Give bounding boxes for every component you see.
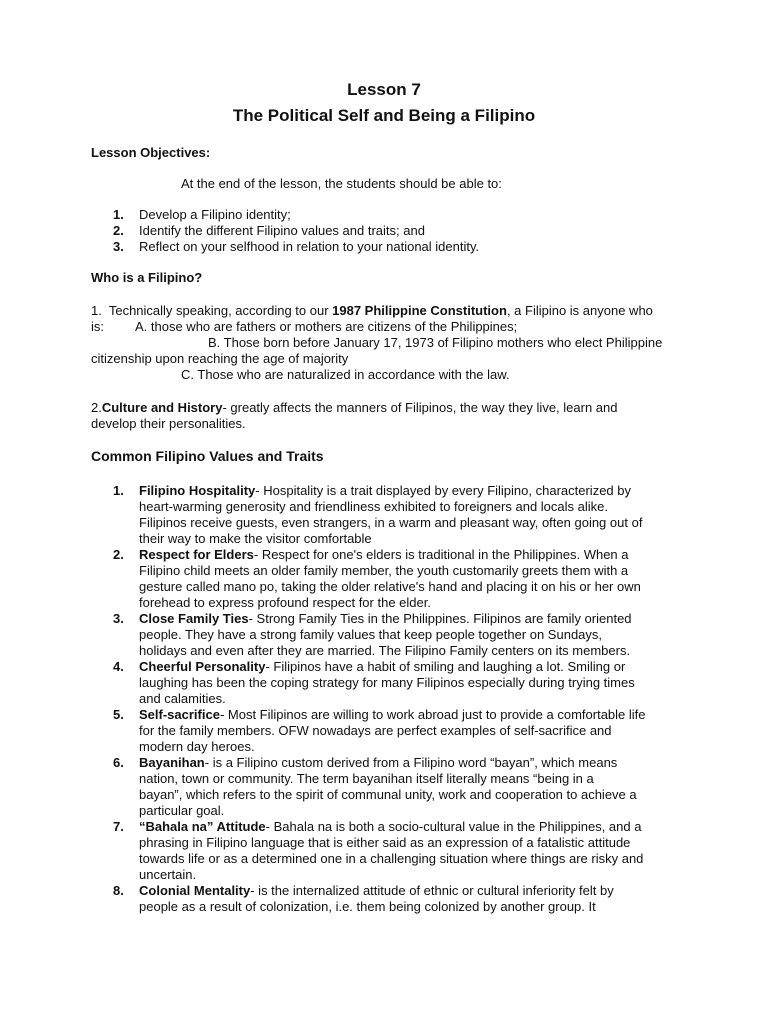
objective-item: 3. Reflect on your selfhood in relation to your national identity. <box>113 239 480 254</box>
value-number: 7. <box>113 819 124 834</box>
value-line: Self-sacrifice- Most Filipinos are willing to work abroad just to provide a comfortable life <box>139 707 646 722</box>
value-term: Respect for Elders <box>139 547 254 562</box>
citizenship-a: A. those who are fathers or mothers are citizens of the Philippines; <box>135 319 518 334</box>
value-line: Filipinos receive guests, even strangers, in a warm and pleasant way, often going out of <box>139 515 643 530</box>
value-line: uncertain. <box>139 867 197 882</box>
who-heading: Who is a Filipino? <box>91 270 203 285</box>
value-line: Filipino Hospitality- Hospitality is a trait displayed by every Filipino, characterized by <box>139 483 631 498</box>
value-line: modern day heroes. <box>139 739 255 754</box>
value-item <box>113 707 679 755</box>
value-item <box>113 819 679 883</box>
value-line: Bayanihan- is a Filipino custom derived from a Filipino word “bayan”, which means <box>139 755 618 770</box>
value-line: heart-warming generosity and friendliness exhibited to foreigners and locals alike. <box>139 499 608 514</box>
value-number: 6. <box>113 755 124 770</box>
value-line: “Bahala na” Attitude- Bahala na is both a socio-cultural value in the Philippines, and a <box>139 819 642 834</box>
value-term: Bayanihan <box>139 755 205 770</box>
objectives-heading: Lesson Objectives: <box>91 145 211 160</box>
value-line: people. They have a strong family values that keep people together on Sundays, <box>139 627 603 642</box>
value-line: Cheerful Personality- Filipinos have a habit of smiling and laughing a lot. Smiling or <box>139 659 626 674</box>
objectives-intro: At the end of the lesson, the students should be able to: <box>181 176 502 191</box>
value-item <box>113 483 679 547</box>
objective-item: 1. Develop a Filipino identity; <box>113 207 291 222</box>
value-item <box>113 883 679 915</box>
value-number: 3. <box>113 611 124 626</box>
value-line: Filipino child meets an older family member, the youth customarily greets them with a <box>139 563 629 578</box>
value-term: Filipino Hospitality <box>139 483 256 498</box>
value-line: bayan”, which refers to the spirit of communal unity, work and cooperation to achieve a <box>139 787 637 802</box>
value-term: Colonial Mentality <box>139 883 251 898</box>
value-line: Respect for Elders- Respect for one's elders is traditional in the Philippines. When a <box>139 547 629 562</box>
value-line: and calamities. <box>139 691 226 706</box>
culture-paragraph-cont: develop their personalities. <box>91 416 246 431</box>
citizenship-paragraph: 1. Technically speaking, according to our 1987 Philippine Constitution, a Filipino is anyone who <box>91 303 653 318</box>
value-line: Close Family Ties- Strong Family Ties in the Philippines. Filipinos are family oriented <box>139 611 632 626</box>
value-line: for the family members. OFW nowadays are perfect examples of self-sacrifice and <box>139 723 612 738</box>
lesson-number: Lesson 7 <box>347 80 421 99</box>
citizenship-is: is: <box>91 319 104 334</box>
value-number: 1. <box>113 483 124 498</box>
value-term: Self-sacrifice <box>139 707 220 722</box>
value-line: their way to make the visitor comfortable <box>139 531 372 546</box>
value-line: phrasing in Filipino language that is either said as an expression of a fatalistic attitude <box>139 835 631 850</box>
value-line: particular goal. <box>139 803 225 818</box>
value-line: people as a result of colonization, i.e. them being colonized by another group. It <box>139 899 596 914</box>
value-line: forehead to express profound respect for the elder. <box>139 595 431 610</box>
value-number: 5. <box>113 707 124 722</box>
objective-item: 2. Identify the different Filipino values and traits; and <box>113 223 425 238</box>
value-line: laughing has been the coping strategy for many Filipinos especially during trying times <box>139 675 635 690</box>
citizenship-b: B. Those born before January 17, 1973 of Filipino mothers who elect Philippine <box>208 335 663 350</box>
value-line: holidays and even after they are married. The Filipino Family centers on its members. <box>139 643 631 658</box>
value-term: Close Family Ties <box>139 611 249 626</box>
value-number: 2. <box>113 547 124 562</box>
value-number: 8. <box>113 883 124 898</box>
value-item <box>113 755 679 819</box>
values-heading: Common Filipino Values and Traits <box>91 448 324 464</box>
value-item <box>113 547 679 611</box>
page-title: The Political Self and Being a Filipino <box>232 106 536 125</box>
culture-paragraph: 2.Culture and History- greatly affects the manners of Filipinos, the way they live, learn and <box>91 400 618 415</box>
value-term: “Bahala na” Attitude <box>139 819 266 834</box>
value-term: Cheerful Personality <box>139 659 266 674</box>
value-item <box>113 659 679 707</box>
value-line: nation, town or community. The term bayanihan itself literally means “being in a <box>139 771 594 786</box>
citizenship-c: C. Those who are naturalized in accordance with the law. <box>181 367 510 382</box>
value-line: Colonial Mentality- is the internalized attitude of ethnic or cultural inferiority felt by <box>139 883 614 898</box>
value-item <box>113 611 679 659</box>
citizenship-b-cont: citizenship upon reaching the age of majority <box>91 351 349 366</box>
value-line: towards life or as a determined one in a challenging situation where things are risky and <box>139 851 644 866</box>
value-number: 4. <box>113 659 124 674</box>
value-line: gesture called mano po, taking the older relative's hand and placing it on his or her own <box>139 579 641 594</box>
